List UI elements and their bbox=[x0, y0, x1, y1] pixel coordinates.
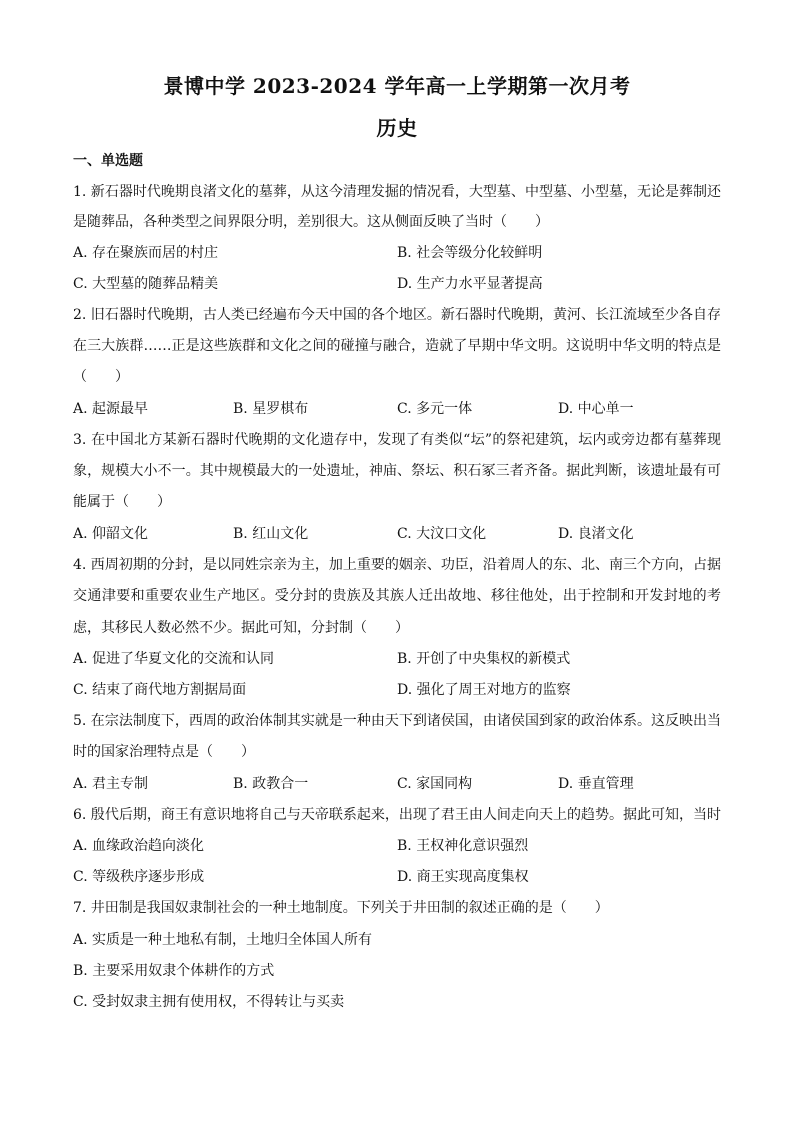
question-3-line-3: 能属于（ ） bbox=[73, 494, 171, 510]
question-5-option-c: C. 家国同构 bbox=[397, 776, 473, 792]
question-5-line-1: 5. 在宗法制度下，西周的政治体制其实就是一种由天下到诸侯国，由诸侯国到家的政治体系。这反映出当 bbox=[73, 713, 721, 729]
question-3-option-d: D. 良渚文化 bbox=[558, 526, 634, 542]
question-2-option-c: C. 多元一体 bbox=[397, 401, 473, 417]
question-2-line-1: 2. 旧石器时代晚期，古人类已经遍布今天中国的各个地区。新石器时代晚期，黄河、长江流域至少各自存 bbox=[73, 307, 721, 323]
question-4-line-1: 4. 西周初期的分封，是以同姓宗亲为主，加上重要的姻亲、功臣，沿着周人的东、北、南三个方向，占据 bbox=[73, 557, 721, 573]
question-6-option-d: D. 商王实现高度集权 bbox=[397, 869, 529, 885]
question-4-line-2: 交通津要和重要农业生产地区。受分封的贵族及其族人迁出故地、移往他处，出于控制和开发封地的考 bbox=[73, 588, 721, 604]
question-4-option-a: A. 促进了华夏文化的交流和认同 bbox=[73, 651, 275, 667]
question-7-line-1: 7. 井田制是我国奴隶制社会的一种土地制度。下列关于井田制的叙述正确的是（ ） bbox=[73, 900, 609, 916]
question-3-option-a: A. 仰韶文化 bbox=[73, 526, 149, 542]
question-6-option-a: A. 血缘政治趋向淡化 bbox=[73, 838, 205, 854]
question-1-option-d: D. 生产力水平显著提高 bbox=[397, 276, 543, 292]
question-4-option-d: D. 强化了周王对地方的监察 bbox=[397, 682, 571, 698]
question-5-option-b: B. 政教合一 bbox=[233, 776, 309, 792]
question-4-line-3: 虑，其移民人数必然不少。据此可知，分封制（ ） bbox=[73, 620, 409, 636]
question-1-option-c: C. 大型墓的随葬品精美 bbox=[73, 276, 219, 292]
question-6-line-1: 6. 殷代后期，商王有意识地将自己与天帝联系起来，出现了君王由人间走向天上的趋势。据此可知，当时 bbox=[73, 807, 721, 823]
section-heading: 一、单选题 bbox=[73, 153, 143, 169]
question-3-line-2: 象，规模大小不一。其中规模最大的一处遗址，神庙、祭坛、积石冢三者齐备。据此判断，该遗址最有可 bbox=[73, 463, 721, 479]
subject-title: 历史 bbox=[376, 116, 418, 140]
question-2-option-a: A. 起源最早 bbox=[73, 401, 149, 417]
question-7-option-b: B. 主要采用奴隶个体耕作的方式 bbox=[73, 963, 275, 979]
question-1-option-a: A. 存在聚族而居的村庄 bbox=[73, 245, 219, 261]
question-2-option-b: B. 星罗棋布 bbox=[233, 401, 309, 417]
question-2-line-2: 在三大族群……正是这些族群和文化之间的碰撞与融合，造就了早期中华文明。这说明中华文明的特点是 bbox=[73, 338, 721, 354]
exam-title: 景博中学 2023-2024 学年高一上学期第一次月考 bbox=[163, 74, 631, 98]
question-3-line-1: 3. 在中国北方某新石器时代晚期的文化遗存中，发现了有类似“坛”的祭祀建筑，坛内或旁边都有墓葬现 bbox=[73, 432, 721, 448]
question-1-line-2: 是随葬品，各种类型之间界限分明，差别很大。这从侧面反映了当时（ ） bbox=[73, 214, 549, 230]
question-3-option-b: B. 红山文化 bbox=[233, 526, 309, 542]
question-4-option-c: C. 结束了商代地方割据局面 bbox=[73, 682, 247, 698]
question-7-option-a: A. 实质是一种土地私有制，土地归全体国人所有 bbox=[73, 932, 373, 948]
question-1-option-b: B. 社会等级分化较鲜明 bbox=[397, 245, 543, 261]
question-6-option-c: C. 等级秩序逐步形成 bbox=[73, 869, 205, 885]
question-5-line-2: 时的国家治理特点是（ ） bbox=[73, 744, 255, 760]
question-3-option-c: C. 大汶口文化 bbox=[397, 526, 487, 542]
question-2-line-3: （ ） bbox=[73, 369, 129, 385]
question-1-line-1: 1. 新石器时代晚期良渚文化的墓葬，从这今清理发掘的情况看，大型墓、中型墓、小型墓，无论是葬制还 bbox=[73, 184, 721, 200]
question-7-option-c: C. 受封奴隶主拥有使用权，不得转让与买卖 bbox=[73, 994, 345, 1010]
question-4-option-b: B. 开创了中央集权的新模式 bbox=[397, 651, 571, 667]
question-6-option-b: B. 王权神化意识强烈 bbox=[397, 838, 529, 854]
question-5-option-d: D. 垂直管理 bbox=[558, 776, 634, 792]
question-2-option-d: D. 中心单一 bbox=[558, 401, 634, 417]
question-5-option-a: A. 君主专制 bbox=[73, 776, 149, 792]
